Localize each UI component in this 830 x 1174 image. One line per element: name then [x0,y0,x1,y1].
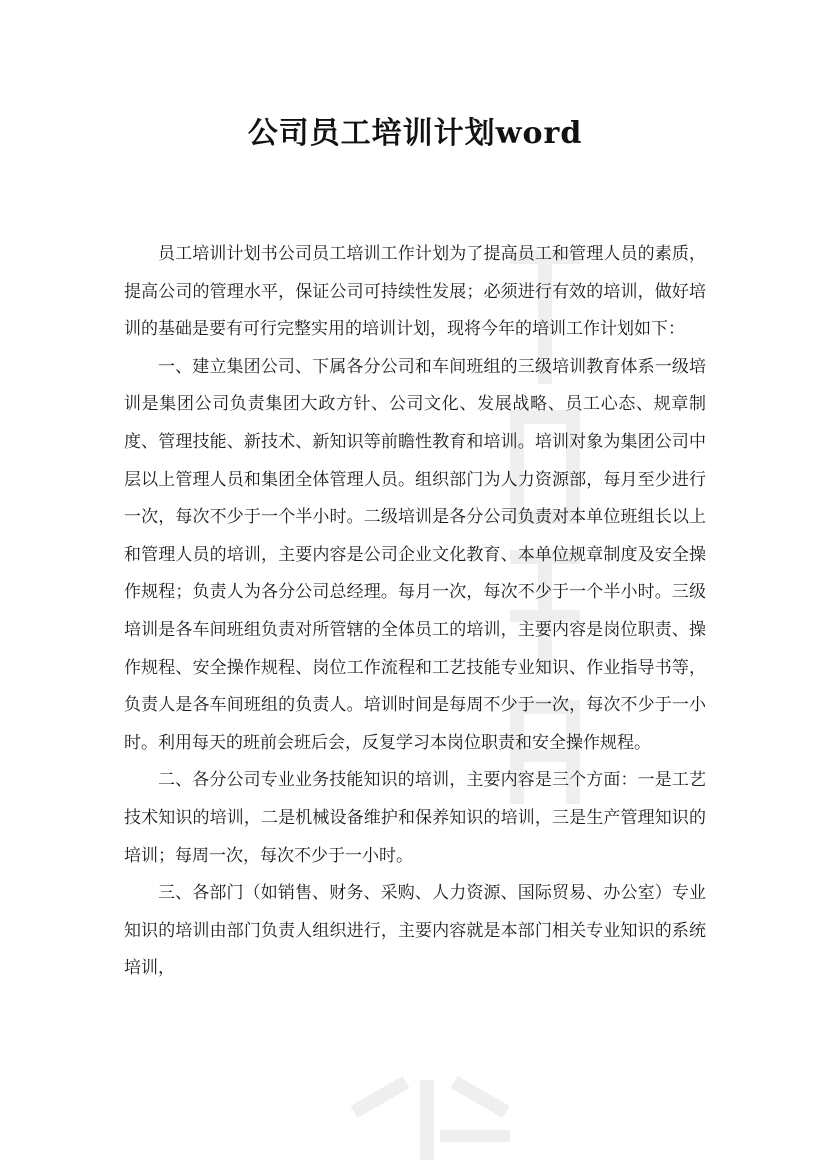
paragraph-section-1: 一、建立集团公司、下属各分公司和车间班组的三级培训教育体系一级培训是集团公司负责集团大政方针、公司文化、发展战略、员工心态、规章制度、管理技能、新技术、新知识等前瞻性教育和培训。培训对象为集团公司中层以上管理人员和集团全体管理人员。组织部门为人力资源部，每月至少进行一次，每次不少于一个半小时。二级培训是各分公司负责对本单位班组长以上和管理人员的培训，主要内容是公司企业文化教育、本单位规章制度及安全操作规程；负责人为各分公司总经理。每月一次，每次不少于一个半小时。三级培训是各车间班组负责对所管辖的全体员工的培训，主要内容是岗位职责、操作规程、安全操作规程、岗位工作流程和工艺技能专业知识、作业指导书等，负责人是各车间班组的负责人。培训时间是每周不少于一次，每次不少于一小时。利用每天的班前会班后会，反复学习本岗位职责和安全操作规程。 [124,356,706,753]
watermark-graphic-bottom [330,1060,530,1170]
document-title: 公司员工培训计划word [247,116,583,151]
paragraph-section-3: 三、各部门（如销售、财务、采购、人力资源、国际贸易、办公室）专业知识的培训由部门负责人组织进行，主要内容就是本部门相关专业知识的系统培训， [124,883,706,979]
document-body [124,236,706,988]
paragraph-intro: 员工培训计划书公司员工培训工作计划为了提高员工和管理人员的素质，提高公司的管理水平，保证公司可持续性发展；必须进行有效的培训，做好培训的基础是要有可行完整实用的培训计划，现将今年的培训工作计划如下： [124,244,706,340]
paragraph-section-2: 二、各分公司专业业务技能知识的培训，主要内容是三个方面：一是工艺技术知识的培训，二是机械设备维护和保养知识的培训，三是生产管理知识的培训；每周一次，每次不少于一小时。 [124,770,706,866]
